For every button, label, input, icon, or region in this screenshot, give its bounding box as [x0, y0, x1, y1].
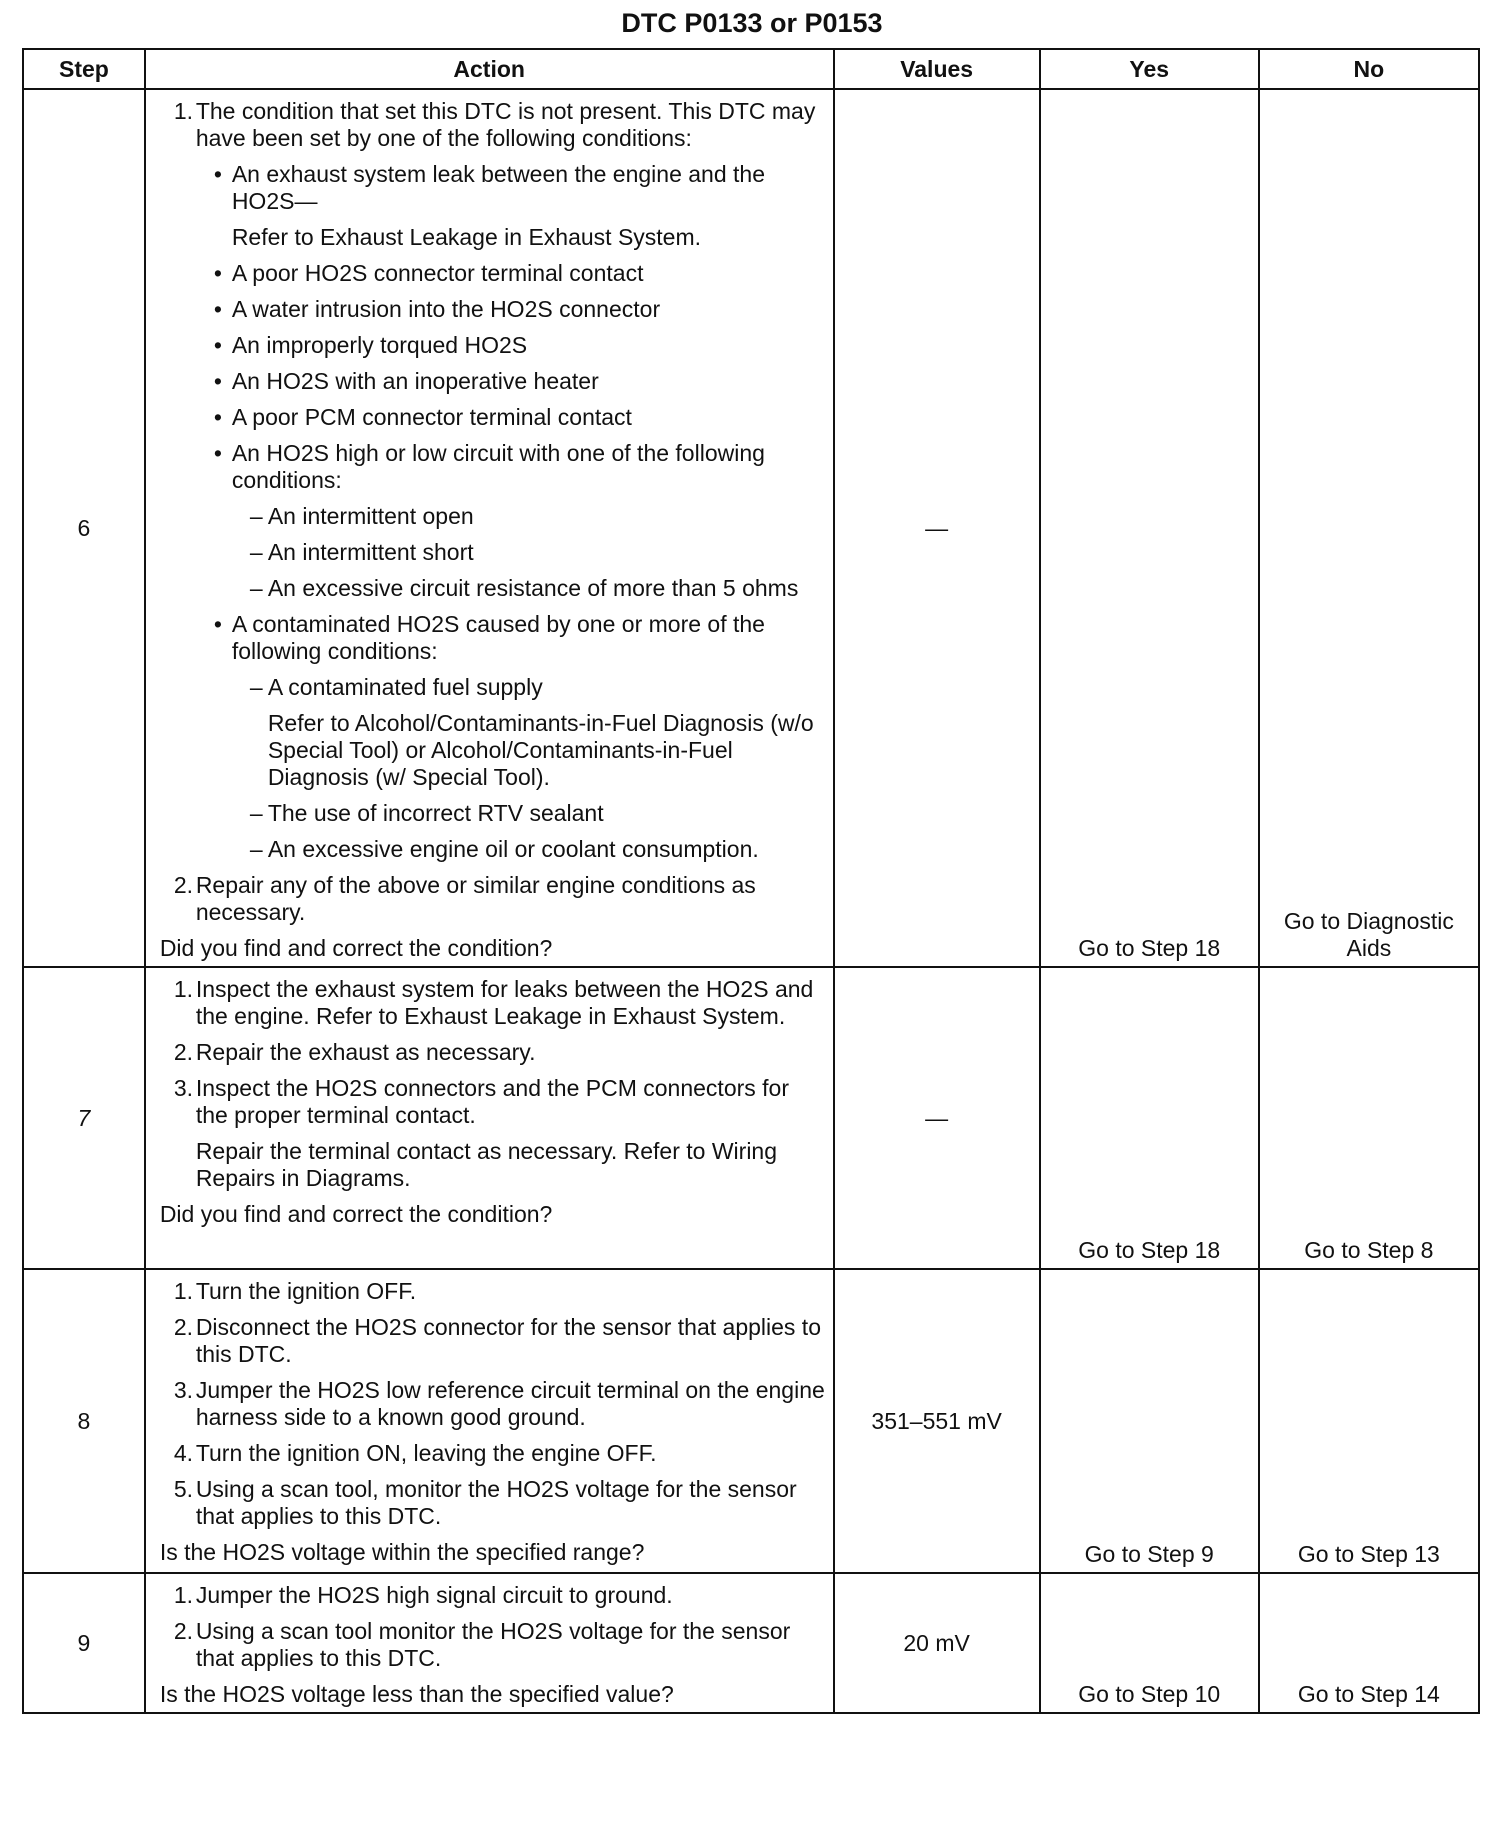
page-title: DTC P0133 or P0153	[621, 8, 883, 38]
action-cell	[145, 1269, 834, 1573]
table-row	[23, 967, 1479, 1269]
action-cell	[145, 1573, 834, 1713]
reference-note: Repair the terminal contact as necessary. Refer to Wiring Repairs in Diagrams.	[195, 1138, 778, 1191]
value-cell: 351–551 mV	[834, 1269, 1040, 1573]
bullet-text: A poor PCM connector terminal contact	[231, 404, 632, 430]
header-yes: Yes	[1040, 49, 1259, 89]
action-text: Repair the exhaust as necessary.	[195, 1039, 536, 1065]
reference-note: Refer to Exhaust Leakage in Exhaust System.	[231, 224, 702, 250]
no-cell: Go to Step 8	[1259, 967, 1479, 1269]
dash-text: An intermittent open	[267, 503, 474, 529]
question: Is the HO2S voltage within the specified range?	[159, 1539, 645, 1565]
value-cell: —	[834, 967, 1040, 1269]
action-text: Turn the ignition OFF.	[195, 1278, 417, 1304]
action-text: The condition that set this DTC is not present. This DTC may have been set by one of the following conditions:	[195, 98, 816, 151]
dash-text: An intermittent short	[267, 539, 474, 565]
action-item: 2. Disconnect the HO2S connector for the sensor that applies to this DTC.	[173, 1314, 821, 1367]
table-row	[23, 1573, 1479, 1713]
question: Did you find and correct the condition?	[159, 935, 553, 961]
yes-cell: Go to Step 18	[1040, 967, 1259, 1269]
value-cell: —	[834, 89, 1040, 967]
no-cell: Go to Step 14	[1259, 1573, 1479, 1713]
action-item: 1. Jumper the HO2S high signal circuit to ground.	[173, 1582, 673, 1608]
action-text: Using a scan tool, monitor the HO2S voltage for the sensor that applies to this DTC.	[195, 1476, 797, 1529]
header-no: No	[1259, 49, 1479, 89]
no-cell: Go to Step 13	[1259, 1269, 1479, 1573]
bullet-item: • A poor HO2S connector terminal contact	[213, 260, 644, 286]
question: Did you find and correct the condition?	[159, 1201, 553, 1227]
yes-cell: Go to Step 10	[1040, 1573, 1259, 1713]
dash-item: – The use of incorrect RTV sealant	[249, 800, 604, 826]
bullet-item: • An HO2S high or low circuit with one of the following conditions: – An intermittent open – An intermittent short – An excessive circuit resistance of more than 5 ohms	[214, 440, 827, 602]
step-number: 8	[23, 1269, 145, 1573]
action-text: Turn the ignition ON, leaving the engine OFF.	[195, 1440, 657, 1466]
action-item: 1. Inspect the exhaust system for leaks between the HO2S and the engine. Refer to Exhaust Leakage in Exhaust System.	[173, 976, 814, 1029]
question: Is the HO2S voltage less than the specified value?	[159, 1681, 674, 1707]
bullet-item: • A water intrusion into the HO2S connector	[213, 296, 661, 322]
dash-item: – An excessive engine oil or coolant consumption.	[249, 836, 759, 862]
table-row	[23, 89, 1479, 967]
dash-item: – An intermittent short	[249, 539, 474, 565]
action-text: Inspect the exhaust system for leaks between the HO2S and the engine. Refer to Exhaust Leakage in Exhaust System.	[195, 976, 814, 1029]
action-item: 5. Using a scan tool, monitor the HO2S voltage for the sensor that applies to this DTC.	[173, 1476, 797, 1529]
bullet-text: A poor HO2S connector terminal contact	[231, 260, 644, 286]
action-text: Disconnect the HO2S connector for the sensor that applies to this DTC.	[195, 1314, 821, 1367]
bullet-text: A water intrusion into the HO2S connector	[231, 296, 661, 322]
action-item: 3. Inspect the HO2S connectors and the PCM connectors for the proper terminal contact. Repair the terminal contact as necessary. Refer to Wiring Repairs in Diagrams.	[178, 1075, 827, 1192]
reference-note: Refer to Alcohol/Contaminants-in-Fuel Diagnosis (w/o Special Tool) or Alcohol/Contaminants-in-Fuel Diagnosis (w/ Special Tool).	[267, 710, 814, 790]
header-action: Action	[145, 49, 834, 89]
dash-text: A contaminated fuel supply	[267, 674, 543, 700]
header-row	[23, 49, 1479, 89]
diagnostic-table	[22, 48, 1480, 1714]
action-cell	[145, 967, 834, 1269]
action-item: 1. The condition that set this DTC is not present. This DTC may have been set by one of the following conditions: • An exhaust system leak between the engine and the HO2S— Refer to Exhaust Leakage in Exhaust System. • A poor HO2S connector terminal contact • A water intrusion into the HO2S connector • An improperly torqued HO2S • An HO2S with an inoperative heater • A poor PCM connector terminal contact • An HO2S high or low circuit with one of the following conditions: – An intermittent open – An intermittent short – An excessive circuit resistance of more than 5 ohms • A contaminated HO2S caused by one or more of the following conditions: – A contaminated fuel supply Refer to Alcohol/Contaminants-in-Fuel Diagnosis (w/o Special Tool) or Alcohol/Contaminants-in-Fuel Diagnosis (w/ Special Tool). – The use of incorrect RTV sealant – An excessive engine oil or coolant consumption.	[178, 98, 827, 863]
no-cell: Go to Diagnostic Aids	[1259, 89, 1479, 967]
action-item: 3. Jumper the HO2S low reference circuit terminal on the engine harness side to a known good ground.	[173, 1377, 825, 1430]
step-number: 7	[23, 967, 145, 1269]
action-item: 2. Repair any of the above or similar engine conditions as necessary.	[173, 872, 756, 925]
bullet-text: An improperly torqued HO2S	[231, 332, 528, 358]
bullet-text: An exhaust system leak between the engine and the HO2S—	[231, 161, 766, 214]
bullet-text: A contaminated HO2S caused by one or more of the following conditions:	[231, 611, 765, 664]
action-text: Inspect the HO2S connectors and the PCM connectors for the proper terminal contact.	[195, 1075, 790, 1128]
dash-item: – A contaminated fuel supply Refer to Alcohol/Contaminants-in-Fuel Diagnosis (w/o Special Tool) or Alcohol/Contaminants-in-Fuel Diagnosis (w/ Special Tool).	[250, 674, 827, 791]
header-values: Values	[834, 49, 1040, 89]
bullet-item: • An exhaust system leak between the engine and the HO2S— Refer to Exhaust Leakage in Exhaust System.	[214, 161, 827, 251]
bullet-item: • A poor PCM connector terminal contact	[213, 404, 632, 430]
action-cell	[145, 89, 834, 967]
action-text: Jumper the HO2S low reference circuit terminal on the engine harness side to a known good ground.	[195, 1377, 825, 1430]
table-row	[23, 1269, 1479, 1573]
action-text: Repair any of the above or similar engine conditions as necessary.	[195, 872, 756, 925]
action-item: 2. Using a scan tool monitor the HO2S voltage for the sensor that applies to this DTC.	[173, 1618, 791, 1671]
yes-cell: Go to Step 9	[1040, 1269, 1259, 1573]
action-item: 1. Turn the ignition OFF.	[173, 1278, 417, 1304]
action-text: Jumper the HO2S high signal circuit to ground.	[195, 1582, 673, 1608]
bullet-item: • An HO2S with an inoperative heater	[213, 368, 599, 394]
action-item: 4. Turn the ignition ON, leaving the engine OFF.	[173, 1440, 657, 1466]
dash-item: – An intermittent open	[249, 503, 474, 529]
dash-item: – An excessive circuit resistance of more than 5 ohms	[249, 575, 799, 601]
yes-cell: Go to Step 18	[1040, 89, 1259, 967]
bullet-text: An HO2S high or low circuit with one of the following conditions:	[231, 440, 765, 493]
action-item: 2. Repair the exhaust as necessary.	[173, 1039, 536, 1065]
bullet-item: • A contaminated HO2S caused by one or more of the following conditions: – A contaminated fuel supply Refer to Alcohol/Contaminants-in-Fuel Diagnosis (w/o Special Tool) or Alcohol/Contaminants-in-Fuel Diagnosis (w/ Special Tool). – The use of incorrect RTV sealant – An excessive engine oil or coolant consumption.	[214, 611, 827, 863]
dash-text: The use of incorrect RTV sealant	[267, 800, 604, 826]
step-number: 6	[23, 89, 145, 967]
step-number: 9	[23, 1573, 145, 1713]
bullet-text: An HO2S with an inoperative heater	[231, 368, 599, 394]
dash-text: An excessive circuit resistance of more than 5 ohms	[267, 575, 799, 601]
dash-text: An excessive engine oil or coolant consumption.	[267, 836, 759, 862]
action-text: Using a scan tool monitor the HO2S voltage for the sensor that applies to this DTC.	[195, 1618, 791, 1671]
header-step: Step	[23, 49, 145, 89]
bullet-item: • An improperly torqued HO2S	[213, 332, 528, 358]
value-cell: 20 mV	[834, 1573, 1040, 1713]
